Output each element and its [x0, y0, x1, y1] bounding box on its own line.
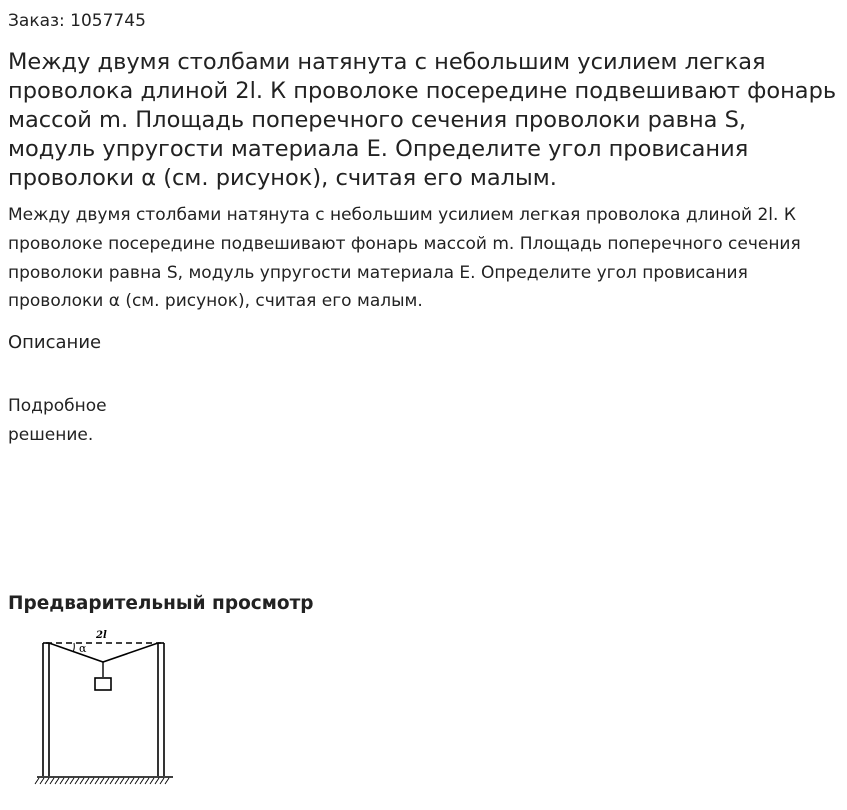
ground-hatch-line — [145, 778, 149, 784]
ground-hatch-line — [155, 778, 159, 784]
ground-hatch-line — [60, 778, 64, 784]
ground-hatch-line — [45, 778, 49, 784]
ground-hatch-line — [65, 778, 69, 784]
ground-hatch-line — [135, 778, 139, 784]
ground-hatch-line — [160, 778, 164, 784]
ground-hatch-line — [75, 778, 79, 784]
order-number: Заказ: 1057745 — [8, 11, 146, 31]
ground-hatch-line — [80, 778, 84, 784]
angle-arc — [73, 643, 74, 652]
right-pole — [158, 643, 164, 776]
preview-figure — [34, 626, 176, 786]
ground-hatch-line — [85, 778, 89, 784]
ground-hatch-line — [100, 778, 104, 784]
description-text: Подробное решение. — [8, 396, 107, 445]
ground-hatch-line — [115, 778, 119, 784]
ground-hatch-line — [125, 778, 129, 784]
length-label: 2l — [96, 630, 107, 641]
ground-hatch-line — [140, 778, 144, 784]
ground-hatch-line — [40, 778, 44, 784]
problem-title: Между двумя столбами натянута с небольшим усилием легкая проволока длиной 2l. К проволоке посередине подвешивают фонарь массой m. Площадь поперечного сечения проволоки равна S, модуль упругости материала E. Определите угол провисания проволоки α (см. рисунок), считая его малым. — [8, 49, 837, 191]
ground-hatch-line — [95, 778, 99, 784]
left-pole — [43, 643, 49, 776]
ground-hatch-line — [120, 778, 124, 784]
angle-label: α — [79, 642, 87, 655]
ground-hatch-line — [50, 778, 54, 784]
ground-hatch-line — [130, 778, 134, 784]
ground-hatch-line — [35, 778, 39, 784]
ground-hatch-line — [105, 778, 109, 784]
ground-hatch-line — [55, 778, 59, 784]
preview-heading: Предварительный просмотр — [8, 593, 314, 614]
ground-hatch-line — [110, 778, 114, 784]
ground — [35, 777, 173, 784]
ground-hatch-line — [150, 778, 154, 784]
lantern-box — [95, 678, 111, 690]
ground-hatch-line — [70, 778, 74, 784]
sagging-wire — [49, 643, 158, 662]
description-label: Описание — [8, 332, 102, 353]
ground-hatch-line — [165, 778, 169, 784]
ground-hatch-line — [90, 778, 94, 784]
problem-text: Между двумя столбами натянута с небольшим усилием легкая проволока длиной 2l. К проволоке посередине подвешивают фонарь массой m. Площадь поперечного сечения проволоки равна S, модуль упругости материала E. Определите угол провисания проволоки α (см. рисунок), считая его малым. — [8, 205, 801, 312]
